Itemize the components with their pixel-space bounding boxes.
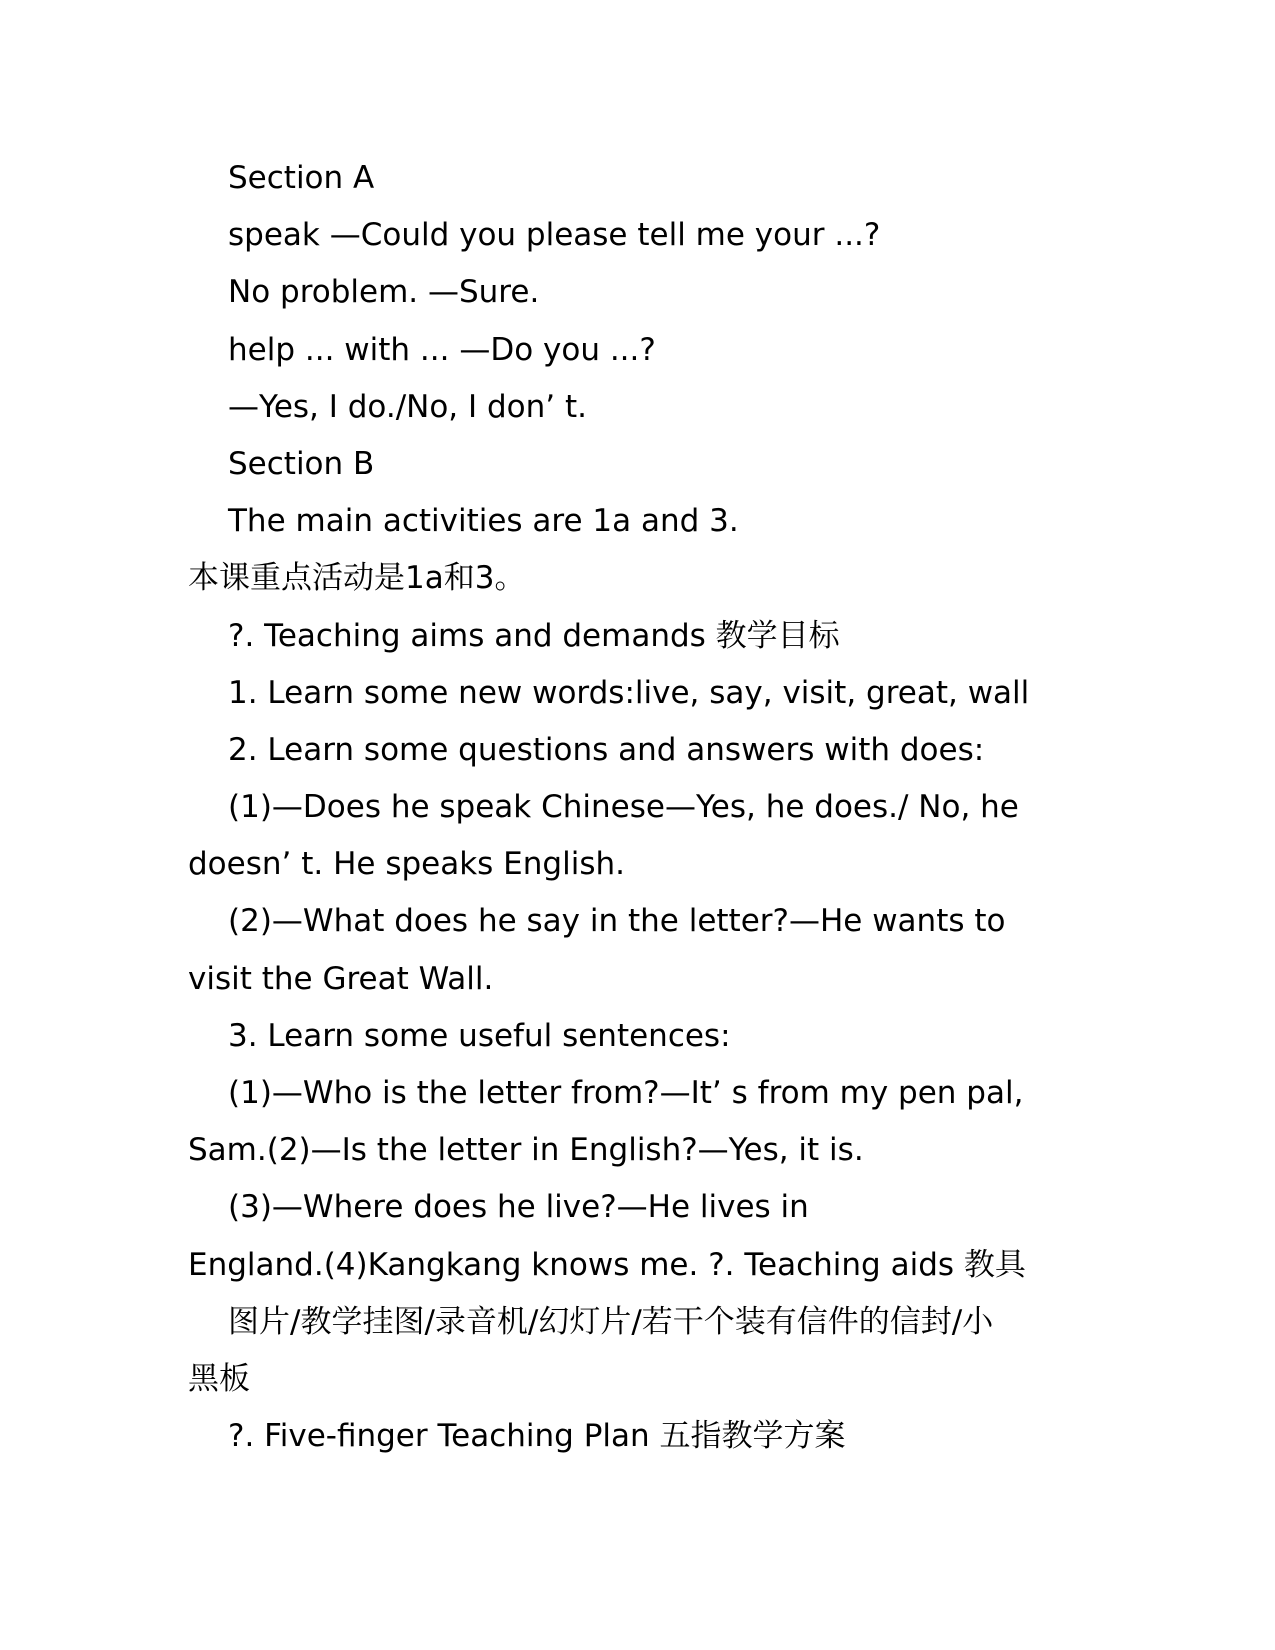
text-line: 1. Learn some new words:live, say, visit, great, wall — [228, 674, 1030, 711]
text-line: No problem. —Sure. — [228, 274, 540, 311]
text-line: (3)—Where does he live?—He lives in — [228, 1189, 809, 1226]
text-line: 图片/教学挂图/录音机/幻灯片/若干个装有信件的信封/小 — [228, 1303, 994, 1340]
text-line: 3. Learn some useful sentences: — [228, 1017, 731, 1054]
text-line: speak —Could you please tell me your ...? — [228, 217, 881, 254]
section-a-heading: Section A — [228, 160, 375, 196]
text-line: Sam.(2)—Is the letter in English?—Yes, it is. — [188, 1132, 864, 1169]
text-line: visit the Great Wall. — [188, 960, 494, 997]
text-line: The main activities are 1a and 3. — [228, 503, 739, 540]
text-line: (1)—Who is the letter from?—It’ s from my pen pal, — [228, 1075, 1024, 1111]
text-line: 黑板 — [188, 1360, 250, 1397]
text-line: England.(4)Kangkang knows me. ?. Teaching aids 教具 — [188, 1246, 1026, 1283]
document-page — [188, 150, 1088, 1465]
five-finger-plan-heading: ?. Five-finger Teaching Plan 五指教学方案 — [228, 1418, 846, 1455]
text-line: (1)—Does he speak Chinese—Yes, he does./ No, he — [228, 789, 1019, 826]
text-line: 2. Learn some questions and answers with does: — [228, 731, 985, 768]
text-line: 本课重点活动是1a和3。 — [188, 560, 526, 597]
section-b-heading: Section B — [228, 445, 375, 482]
teaching-aims-heading: ?. Teaching aims and demands 教学目标 — [228, 617, 840, 654]
text-line: —Yes, I do./No, I don’ t. — [228, 388, 588, 425]
text-line: (2)—What does he say in the letter?—He wants to — [228, 903, 1006, 940]
text-line: doesn’ t. He speaks English. — [188, 846, 625, 883]
text-line: help ... with ... —Do you ...? — [228, 331, 656, 368]
